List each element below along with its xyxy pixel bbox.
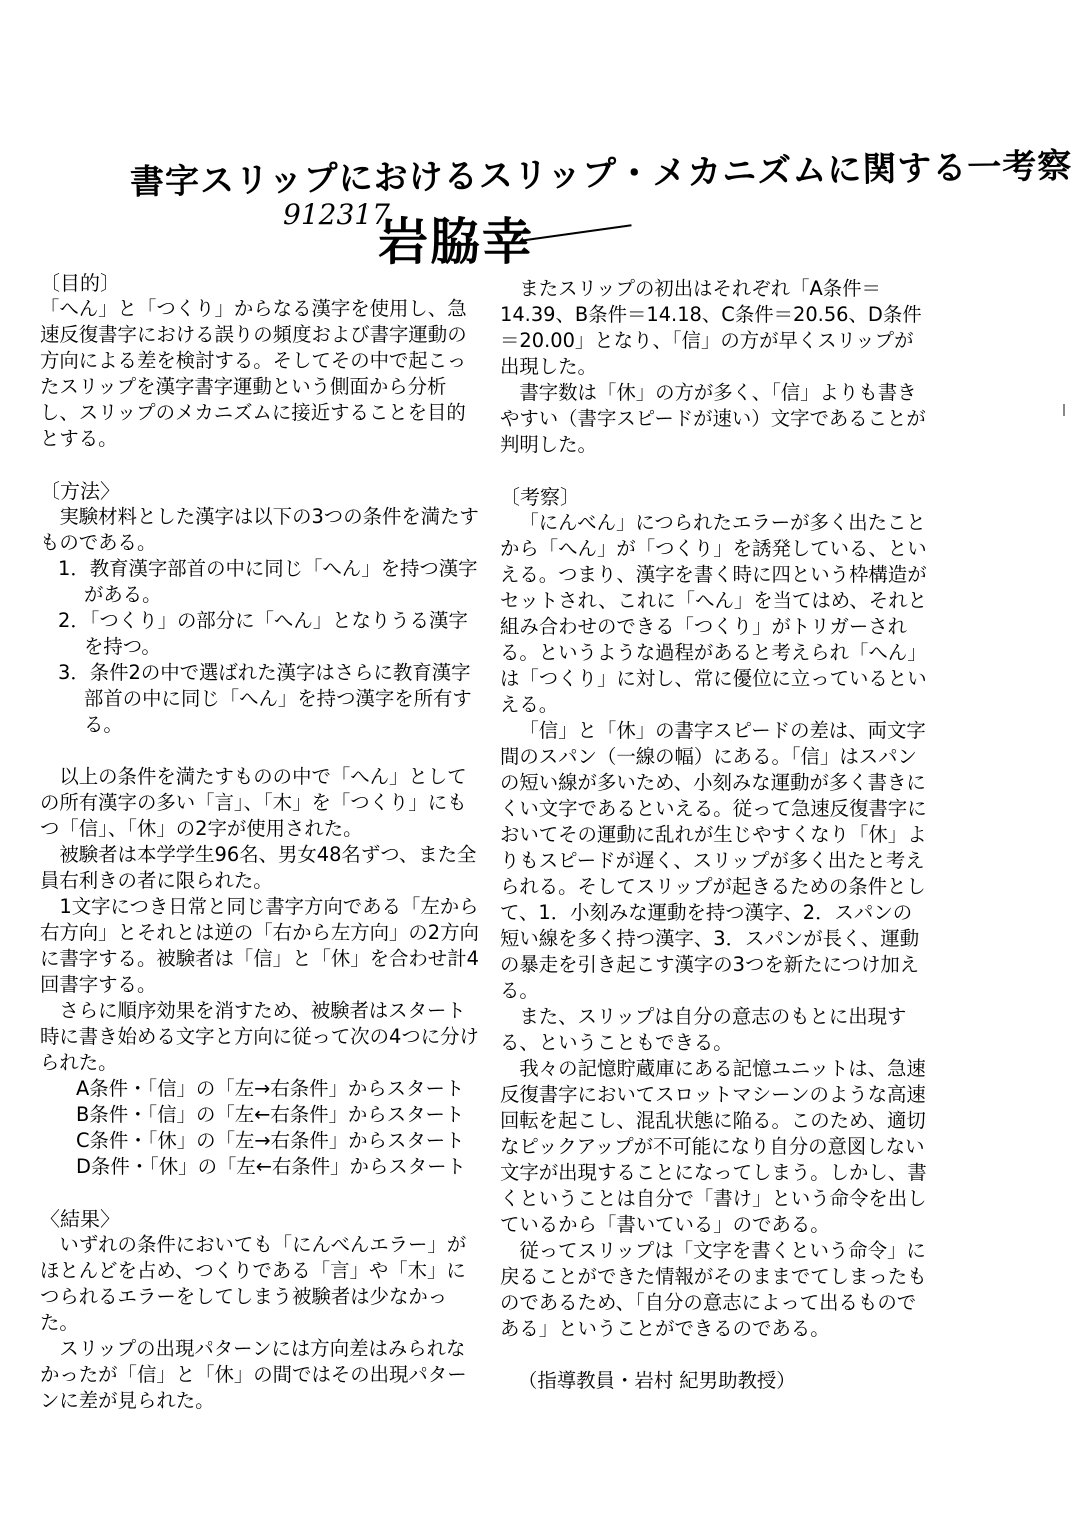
purpose-text: 「へん」と「つくり」からなる漢字を使用し、急速反復書字における誤りの頻度および書字運動の方向による差を検討する。そしてその中で起こったスリップを漢字書字運動という側面から分析し、スリップのメカニズムに接近することを目的とする。 — [40, 297, 467, 450]
discussion-paragraph-5: 従ってスリップは「文字を書くという命令」に戻ることができた情報がそのままでてしまったものであるため、「自分の意志によって出るものである」ということができるのである。 — [500, 1239, 927, 1340]
results-paragraph-1: いずれの条件においても「にんべんエラー」がほとんどを占め、つくりである「言」や「木」につられるエラーをしてしまう被験者は少なかった。 — [40, 1233, 467, 1334]
method-paragraph-4: さらに順序効果を消すため、被験者はスタート時に書き始める文字と方向に従って次の4つに分けられた。 — [40, 999, 479, 1074]
scan-edge-mark — [1063, 404, 1065, 416]
method-criterion-1: 1．教育漢字部首の中に同じ「へん」を持つ漢字がある。 — [58, 557, 478, 606]
student-id: 912317 — [283, 198, 390, 231]
section-gap — [40, 452, 480, 478]
method-paragraph-1: 以上の条件を満たすものの中で「へん」としての所有漢字の多い「言」、「木」を「つくり」にもつ「信」、「休」の2字が使用された。 — [40, 765, 467, 840]
discussion-paragraph-2: 「信」と「休」の書字スピードの差は、両文字間のスパン（一線の幅）にある。「信」はスパンの短い線が多いため、小刻みな運動が多く書きにくい文字であるといえる。従って急速反復書字においてその運動に乱れが生じやすくなり「休」よりもスピードが遅く、スリップが多く出たと考えられる。そしてスリップが起きるための条件として、1．小刻みな運動を持つ漢字、2．スパンの短い線を多く持つ漢字、3．スパンが長く、運動の暴走を引き起こす漢字の3つを新たにつけ加える。 — [500, 719, 927, 1002]
section-gap — [500, 458, 930, 484]
discussion-paragraph-4: 我々の記憶貯蔵庫にある記憶ユニットは、急速反復書字においてスロットマシーンのような高速回転を起こし、混乱状態に陥る。このため、適切なピックアップが不可能になり自分の意図しない文字が出現することになってしまう。しかし、書くということは自分で「書け」という命令を出しているから「書いている」のである。 — [500, 1057, 927, 1236]
right-column — [500, 276, 930, 1394]
left-column — [40, 270, 480, 1414]
author-underline — [520, 224, 631, 242]
results-paragraph-3: またスリップの初出はそれぞれ「A条件＝14.39、B条件＝14.18、C条件＝20.56、D条件＝20.00」となり、「信」の方が早くスリップが出現した。 — [500, 277, 922, 378]
section-gap — [40, 738, 480, 764]
method-criterion-3: 3．条件2の中で選ばれた漢字はさらに教育漢字部首の中に同じ「へん」を持つ漢字を所有する。 — [58, 661, 472, 736]
method-criterion-2: 2．「つくり」の部分に「へん」となりうる漢字を持つ。 — [58, 609, 468, 658]
method-paragraph-3: 1文字につき日常と同じ書字方向である「左から右方向」とそれとは逆の「右から左方向」の2方向に書字する。被験者は「信」と「休」を合わせ計4回書字する。 — [40, 895, 479, 996]
condition-b: B条件・「信」の「左←右条件」からスタート — [76, 1103, 465, 1126]
section-gap — [40, 1180, 480, 1206]
results-heading: 〈結果〉 — [40, 1207, 120, 1231]
method-paragraph-2: 被験者は本学学生96名、男女48名ずつ、また全員右利きの者に限られた。 — [40, 843, 477, 892]
condition-d: D条件・「休」の「左←右条件」からスタート — [76, 1155, 466, 1178]
method-heading: 〔方法〉 — [40, 479, 120, 503]
method-intro: 実験材料とした漢字は以下の3つの条件を満たすものである。 — [40, 505, 479, 554]
advisor-credit: （指導教員・岩村 紀男助教授） — [518, 1369, 796, 1392]
author-name: 岩脇幸 — [378, 213, 534, 271]
discussion-paragraph-1: 「にんべん」につられたエラーが多く出たことから「へん」が「つくり」を誘発している、といえる。つまり、漢字を書く時に四という枠構造がセットされ、これに「へん」を当てはめ、それと組み合わせのできる「つくり」がトリガーされる。というような過程があると考えられ「へん」は「つくり」に対し、常に優位に立っているといえる。 — [500, 511, 927, 716]
condition-a: A条件・「信」の「左→右条件」からスタート — [76, 1077, 465, 1100]
discussion-heading: 〔考察〕 — [500, 485, 580, 509]
purpose-heading: 〔目的〕 — [40, 271, 120, 295]
results-paragraph-2: スリップの出現パターンには方向差はみられなかったが「信」と「休」の間ではその出現パターンに差が見られた。 — [40, 1337, 467, 1412]
document-title: 書字スリップにおけるスリップ・メカニズムに関する一考察 — [129, 146, 1073, 203]
discussion-paragraph-3: また、スリップは自分の意志のもとに出現する、ということもできる。 — [500, 1005, 907, 1054]
condition-c: C条件・「休」の「左→右条件」からスタート — [76, 1129, 465, 1152]
results-paragraph-4: 書字数は「休」の方が多く、「信」よりも書きやすい（書字スピードが速い）文字であることが判明した。 — [500, 381, 926, 456]
